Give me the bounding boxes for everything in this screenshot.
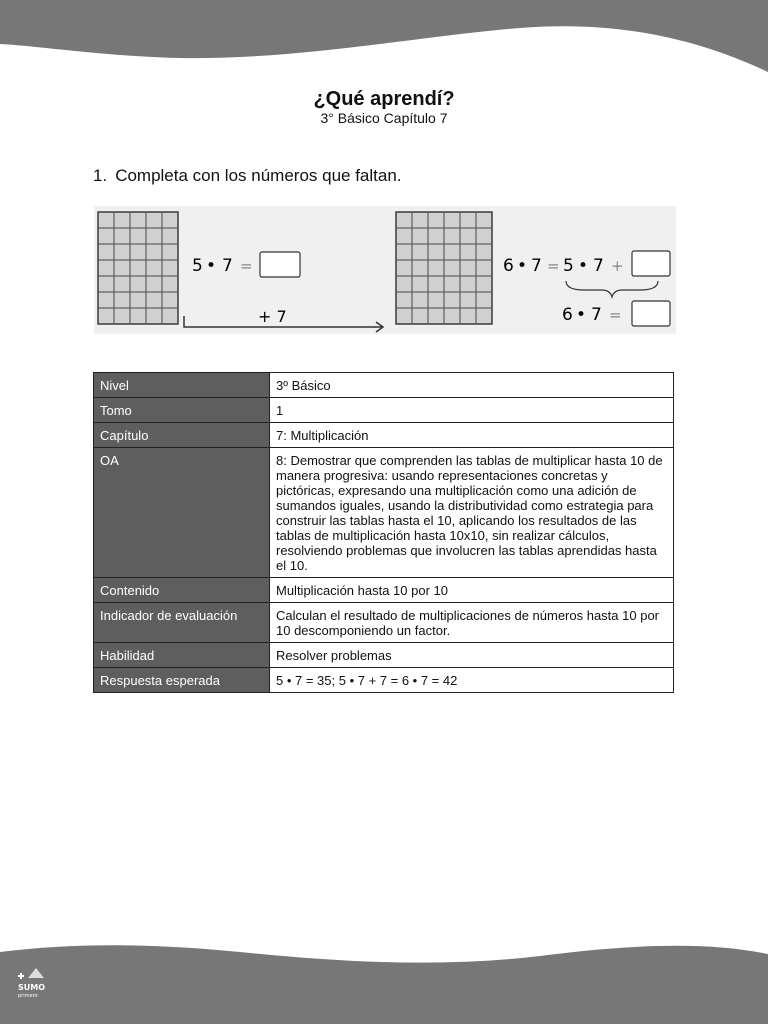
row-value: 7: Multiplicación (270, 423, 674, 448)
right-expr-b: 7 (531, 256, 542, 276)
left-expr-b: 7 (222, 256, 233, 276)
logo-text-sub: primero (18, 993, 38, 999)
row-value: 8: Demostrar que comprenden las tablas de multiplicar hasta 10 de manera progresiva: usando representaciones concretas y pictóricas, expresando una multiplicación como una adición de sumandos iguales, usando la distributividad como estrategia para construir las tablas hasta el 10, aplicando los resultados de las tablas de multiplicación hasta 10x10, sin realizar cálculos, resolviendo problemas que involucren las tablas aprendidas hasta el 10. (270, 448, 674, 578)
row-label: Indicador de evaluación (94, 603, 270, 643)
arrow-label: + 7 (258, 307, 287, 326)
right-expr-op2: • (578, 256, 589, 276)
table-row (94, 423, 674, 448)
table-row (94, 373, 674, 398)
row-label: OA (94, 448, 270, 578)
bottom-expr-a: 6 (562, 305, 573, 325)
answer-box-right[interactable] (632, 251, 670, 276)
header-wave (0, 0, 768, 80)
question-text: Completa con los números que faltan. (115, 166, 402, 185)
row-label: Contenido (94, 578, 270, 603)
right-expr-plus: + (611, 257, 624, 275)
table-row (94, 643, 674, 668)
figure-background (94, 206, 676, 334)
right-expr-eq: = (547, 257, 560, 275)
table-row (94, 578, 674, 603)
question-1 (93, 166, 402, 186)
logo-mountain-icon (28, 968, 44, 978)
question-number: 1. (93, 166, 108, 185)
multiplication-figure (94, 206, 676, 334)
page-subtitle: 3° Básico Capítulo 7 (320, 110, 448, 126)
row-label: Capítulo (94, 423, 270, 448)
table-row (94, 668, 674, 693)
sumo-primero-logo (16, 966, 52, 1002)
row-label: Tomo (94, 398, 270, 423)
grid-6x7 (396, 212, 492, 324)
bottom-expr-op: • (576, 305, 587, 325)
page-title: ¿Qué aprendí? (313, 88, 455, 110)
logo-plus-icon (18, 973, 24, 979)
row-value: Resolver problemas (270, 643, 674, 668)
table-row (94, 398, 674, 423)
info-table (93, 372, 674, 693)
row-value: 1 (270, 398, 674, 423)
answer-box-left[interactable] (260, 252, 300, 277)
row-value: 5 • 7 = 35; 5 • 7 + 7 = 6 • 7 = 42 (270, 668, 674, 693)
table-row (94, 603, 674, 643)
left-expr-a: 5 (192, 256, 203, 276)
left-expr-eq: = (240, 257, 253, 275)
row-label: Nivel (94, 373, 270, 398)
left-expr-op: • (206, 256, 217, 276)
right-expr-a: 6 (503, 256, 514, 276)
right-expr-c: 5 (563, 256, 574, 276)
footer-wave (0, 934, 768, 1024)
answer-box-bottom[interactable] (632, 301, 670, 326)
table-row (94, 448, 674, 578)
row-value: Multiplicación hasta 10 por 10 (270, 578, 674, 603)
row-label: Habilidad (94, 643, 270, 668)
row-value: Calculan el resultado de multiplicaciones de números hasta 10 por 10 descomponiendo un factor. (270, 603, 674, 643)
right-expr-op: • (517, 256, 528, 276)
bottom-expr-b: 7 (591, 305, 602, 325)
bottom-expr-eq: = (609, 306, 622, 324)
row-label: Respuesta esperada (94, 668, 270, 693)
right-expr-d: 7 (593, 256, 604, 276)
row-value: 3º Básico (270, 373, 674, 398)
grid-5x7 (98, 212, 178, 324)
logo-text-main: SUMO (18, 983, 46, 992)
grid-frame (98, 212, 178, 324)
